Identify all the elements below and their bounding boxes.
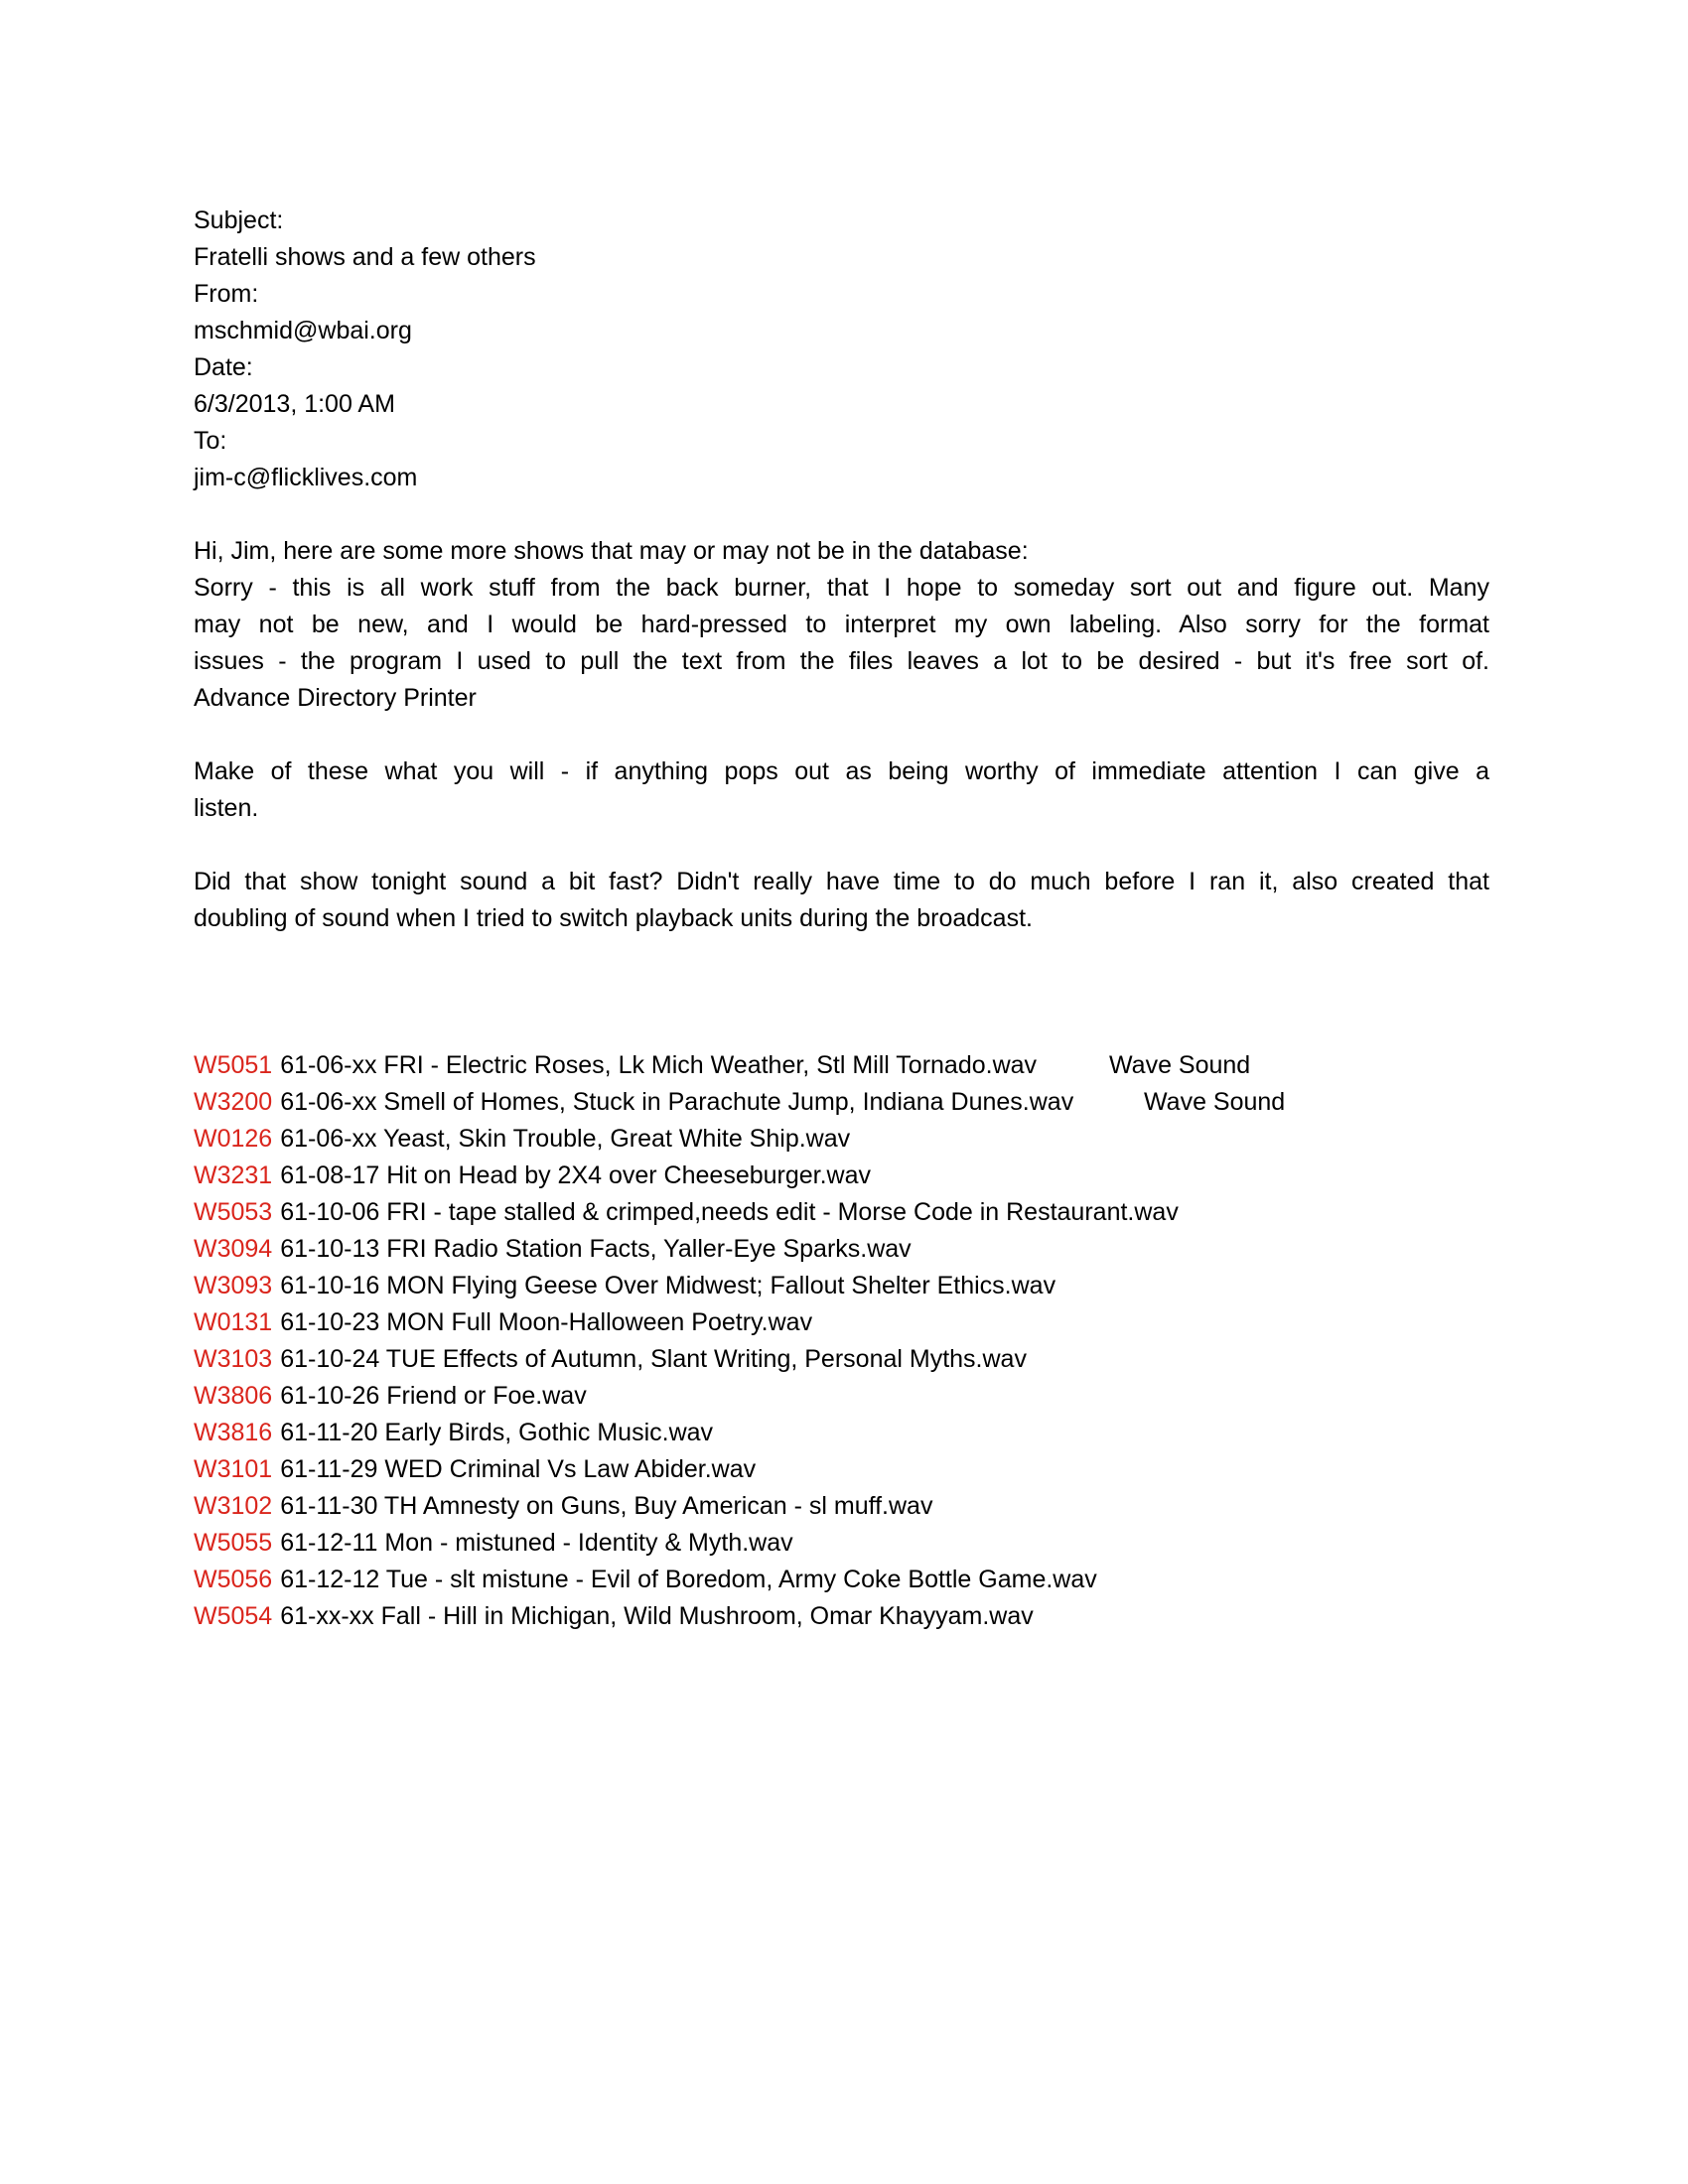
- show-list-item: [194, 1047, 1489, 1084]
- show-list-item: [194, 1194, 1489, 1231]
- show-code: W3231: [194, 1161, 273, 1189]
- show-code: W5056: [194, 1566, 273, 1593]
- show-list-item: [194, 1488, 1489, 1525]
- show-list: [194, 1047, 1489, 1635]
- show-description: 61-10-23 MON Full Moon-Halloween Poetry.wav: [280, 1308, 813, 1336]
- body-line-apology: may not be new, and I would be hard-pressed to interpret my own labeling. Also sorry for the format: [194, 611, 1489, 638]
- spacer: [194, 974, 1489, 1011]
- show-list-item: [194, 1415, 1489, 1451]
- spacer: [194, 937, 1489, 974]
- body-line-apology: issues - the program I used to pull the text from the files leaves a lot to be desired - but it's free sort of.: [194, 647, 1489, 675]
- to-label: To:: [194, 427, 227, 455]
- body-line-apology: Sorry - this is all work stuff from the back burner, that I hope to someday sort out and figure out. Many: [194, 574, 1489, 602]
- show-code: W5055: [194, 1529, 273, 1557]
- show-list-item: [194, 1268, 1489, 1304]
- show-description: 61-06-xx Smell of Homes, Stuck in Parachute Jump, Indiana Dunes.wav: [280, 1088, 1074, 1116]
- body-line-question: doubling of sound when I tried to switch playback units during the broadcast.: [194, 904, 1033, 932]
- show-code: W5053: [194, 1198, 273, 1226]
- spacer: [194, 827, 1489, 864]
- date-value: 6/3/2013, 1:00 AM: [194, 390, 395, 418]
- show-code: W3103: [194, 1345, 273, 1373]
- show-description: 61-10-13 FRI Radio Station Facts, Yaller-Eye Sparks.wav: [280, 1235, 912, 1263]
- show-code: W3806: [194, 1382, 273, 1410]
- show-list-item: [194, 1562, 1489, 1598]
- show-description: 61-10-16 MON Flying Geese Over Midwest; Fallout Shelter Ethics.wav: [280, 1272, 1056, 1299]
- show-list-item: [194, 1378, 1489, 1415]
- spacer: [194, 1011, 1489, 1047]
- show-list-item: [194, 1598, 1489, 1635]
- show-description: 61-10-06 FRI - tape stalled & crimped,needs edit - Morse Code in Restaurant.wav: [280, 1198, 1179, 1226]
- show-code: W3093: [194, 1272, 273, 1299]
- show-code: W3816: [194, 1419, 273, 1446]
- body-line-intro: Hi, Jim, here are some more shows that may or may not be in the database:: [194, 537, 1029, 565]
- spacer: [194, 717, 1489, 753]
- date-label: Date:: [194, 353, 253, 381]
- show-description: 61-12-12 Tue - slt mistune - Evil of Boredom, Army Coke Bottle Game.wav: [280, 1566, 1097, 1593]
- show-description: 61-06-xx Yeast, Skin Trouble, Great White Ship.wav: [280, 1125, 851, 1153]
- show-code: W3102: [194, 1492, 273, 1520]
- show-list-item: [194, 1304, 1489, 1341]
- to-value: jim-c@flicklives.com: [194, 464, 418, 491]
- show-list-item: [194, 1158, 1489, 1194]
- body-line-make: listen.: [194, 794, 259, 822]
- show-list-item: [194, 1121, 1489, 1158]
- show-list-item: [194, 1231, 1489, 1268]
- show-code: W5051: [194, 1051, 273, 1079]
- show-description: 61-11-29 WED Criminal Vs Law Abider.wav: [280, 1455, 757, 1483]
- show-description: 61-06-xx FRI - Electric Roses, Lk Mich Weather, Stl Mill Tornado.wav: [280, 1051, 1038, 1079]
- show-description: 61-11-30 TH Amnesty on Guns, Buy American - sl muff.wav: [280, 1492, 933, 1520]
- show-list-item: [194, 1084, 1489, 1121]
- show-description: 61-10-26 Friend or Foe.wav: [280, 1382, 587, 1410]
- show-description: 61-08-17 Hit on Head by 2X4 over Cheeseburger.wav: [280, 1161, 872, 1189]
- body-line-make: Make of these what you will - if anything pops out as being worthy of immediate attention I can give a: [194, 757, 1489, 785]
- wave-sound-tag: Wave Sound: [1109, 1051, 1251, 1079]
- show-code: W3101: [194, 1455, 273, 1483]
- show-description: 61-xx-xx Fall - Hill in Michigan, Wild Mushroom, Omar Khayyam.wav: [280, 1602, 1034, 1630]
- show-code: W0131: [194, 1308, 273, 1336]
- subject-label: Subject:: [194, 206, 284, 234]
- from-value: mschmid@wbai.org: [194, 317, 412, 344]
- subject-value: Fratelli shows and a few others: [194, 243, 536, 271]
- show-description: 61-11-20 Early Birds, Gothic Music.wav: [280, 1419, 714, 1446]
- show-code: W5054: [194, 1602, 273, 1630]
- show-list-item: [194, 1525, 1489, 1562]
- from-label: From:: [194, 280, 259, 308]
- show-description: 61-10-24 TUE Effects of Autumn, Slant Writing, Personal Myths.wav: [280, 1345, 1027, 1373]
- body-line-program: Advance Directory Printer: [194, 684, 477, 712]
- show-code: W3200: [194, 1088, 273, 1116]
- show-description: 61-12-11 Mon - mistuned - Identity & Myth.wav: [280, 1529, 793, 1557]
- show-code: W0126: [194, 1125, 273, 1153]
- email-body: [194, 533, 1489, 937]
- wave-sound-tag: Wave Sound: [1144, 1088, 1286, 1116]
- body-line-question: Did that show tonight sound a bit fast? Didn't really have time to do much before I ran it, also created that: [194, 868, 1489, 895]
- spacer: [194, 496, 1489, 533]
- email-content: [194, 203, 1489, 1635]
- show-list-item: [194, 1341, 1489, 1378]
- show-list-item: [194, 1451, 1489, 1488]
- show-code: W3094: [194, 1235, 273, 1263]
- email-header: [194, 203, 1489, 496]
